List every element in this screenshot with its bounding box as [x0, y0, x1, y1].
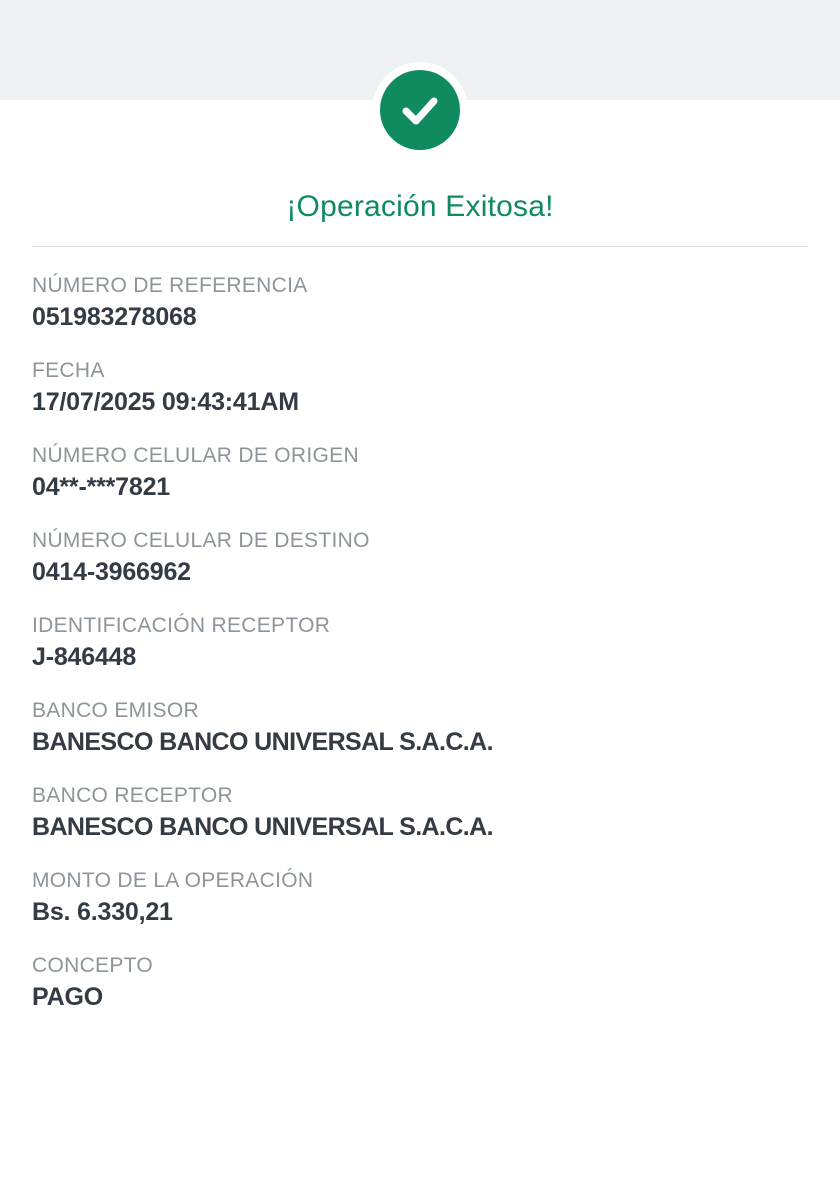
field-value: 0414-3966962: [32, 558, 191, 586]
field-label: NÚMERO CELULAR DE DESTINO: [32, 529, 370, 552]
field-receiving-bank: [32, 783, 840, 843]
field-label: BANCO RECEPTOR: [32, 784, 234, 807]
field-receiver-id: [32, 613, 840, 673]
field-label: BANCO EMISOR: [32, 699, 199, 722]
field-label: MONTO DE LA OPERACIÓN: [32, 869, 314, 892]
field-value: BANESCO BANCO UNIVERSAL S.A.C.A.: [32, 813, 493, 841]
field-value: 04**-***7821: [32, 473, 170, 501]
field-label: NÚMERO DE REFERENCIA: [32, 274, 308, 297]
field-label: FECHA: [32, 359, 105, 382]
field-label: IDENTIFICACIÓN RECEPTOR: [32, 614, 331, 637]
field-reference-number: [32, 273, 840, 333]
field-origin-phone: [32, 443, 840, 503]
page-title: ¡Operación Exitosa!: [286, 190, 554, 223]
field-value: 17/07/2025 09:43:41AM: [32, 388, 299, 416]
field-value: BANESCO BANCO UNIVERSAL S.A.C.A.: [32, 728, 493, 756]
field-value: Bs. 6.330,21: [32, 898, 173, 926]
field-date: [32, 358, 840, 418]
field-issuing-bank: [32, 698, 840, 758]
field-label: CONCEPTO: [32, 954, 154, 977]
field-value: J-846448: [32, 643, 137, 671]
field-label: NÚMERO CELULAR DE ORIGEN: [32, 444, 359, 467]
field-value: 051983278068: [32, 303, 197, 331]
field-concept: [32, 953, 840, 1013]
field-destination-phone: [32, 528, 840, 588]
field-amount: [32, 868, 840, 928]
receipt-fields: [0, 247, 840, 1013]
field-value: PAGO: [32, 983, 103, 1011]
